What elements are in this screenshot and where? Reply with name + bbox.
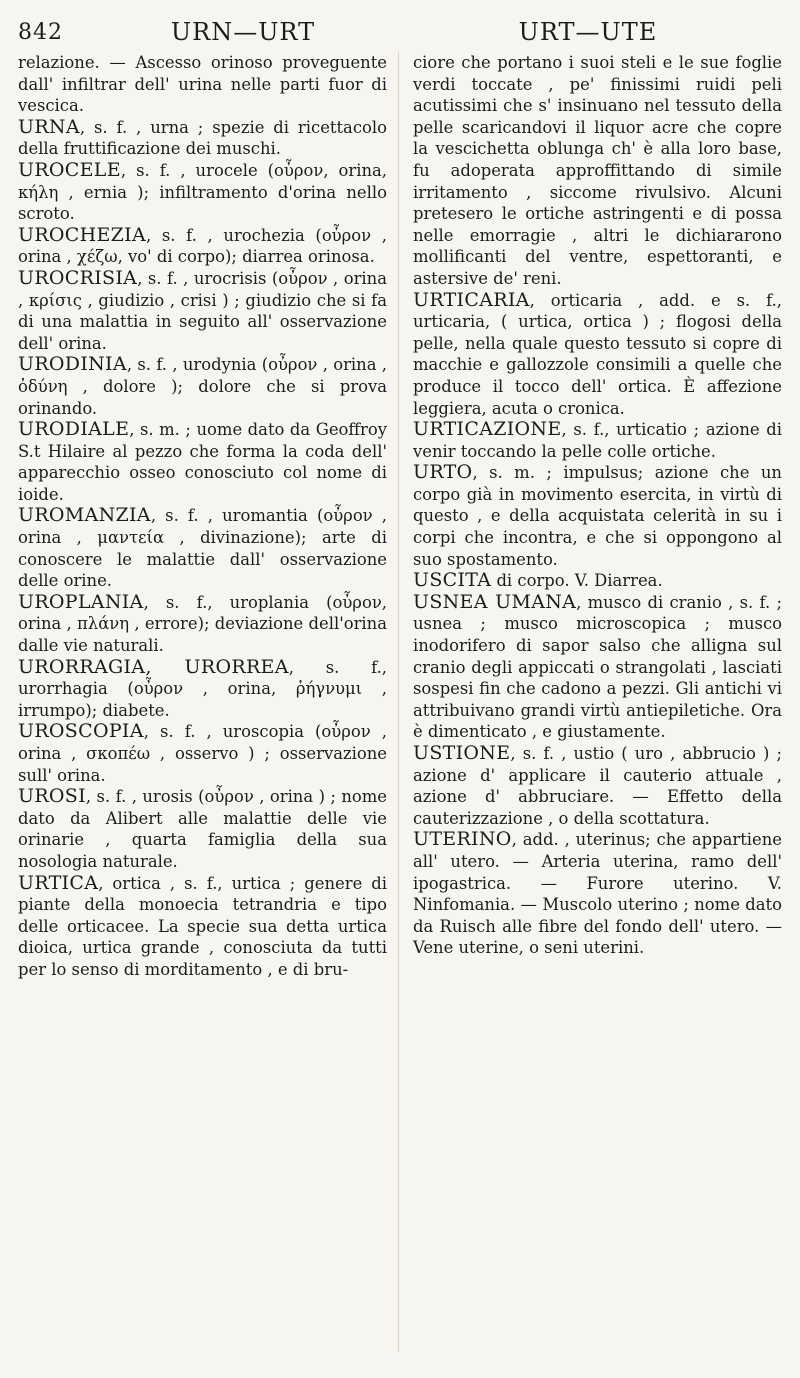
- entry-headword: USNEA UMANA: [413, 590, 577, 613]
- dictionary-entry: [413, 52, 782, 290]
- dictionary-entry: [413, 743, 782, 829]
- entry-text: relazione. — Ascesso orinoso proveguente dall' infiltrar dell' urina nelle parti fuor di vescica.: [18, 53, 387, 116]
- dictionary-entry: [18, 225, 387, 268]
- entry-headword: UROCELE: [18, 158, 121, 181]
- entry-headword: URORRAGIA, URORREA: [18, 655, 289, 678]
- entry-headword: UROMANZIA: [18, 504, 151, 527]
- entry-headword: UTERINO: [413, 828, 512, 851]
- entry-text: , add. , uterinus; che appartiene all' utero. — Arteria uterina, ramo dell' ipogastrica. — Furore uterino. V. Ninfomania. — Muscolo uterino ; nome dato da Ruisch alle fibre del fondo dell' utero. — Vene uterine, o seni uterini.: [413, 830, 782, 958]
- entry-headword: USTIONE: [413, 742, 511, 764]
- dictionary-entry: [18, 786, 387, 872]
- entry-headword: URODIALE: [18, 418, 130, 441]
- entry-text: , s. m. ; uome dato da Geoffroy S.t Hilaire al pezzo che forma la coda dell' apparecchio osseo conosciuto col nome di ioide.: [18, 420, 387, 504]
- entry-text: di corpo. V. Diarrea.: [491, 571, 663, 591]
- entry-text: ciore che portano i suoi steli e le sue foglie verdi toccate , pe' finissimi ruidi peli acutissimi che s' insinuano nel tessuto della pelle scaricandovi il liquor acre che copre la vescichetta oblunga ch' è alla loro base, fu adoperata approffittando di simile irritamento , siccome rivulsivo. Alcuni pretesero le ortiche astringenti e di possa nelle emorragie , altri le dichiararono mollificanti del ventre, espettoranti, e astersive de' reni.: [413, 53, 782, 288]
- dictionary-entry: [18, 268, 387, 354]
- dictionary-entry: [18, 52, 387, 117]
- dictionary-entry: [413, 592, 782, 743]
- dictionary-entry: [413, 290, 782, 420]
- entry-headword: USCITA: [413, 569, 492, 592]
- dictionary-entry: [413, 419, 782, 462]
- entry-headword: URTICARIA: [413, 288, 530, 311]
- left-running-head: URN—URT: [170, 18, 316, 46]
- entry-headword: UROCHEZIA: [18, 223, 146, 246]
- dictionary-entry: [18, 721, 387, 786]
- dictionary-entry: [18, 419, 387, 505]
- column-divider: [398, 52, 399, 1352]
- entry-text: , ortica , s. f., urtica ; genere di piante della monoecia tetrandria e tipo delle orticacee. La specie sua detta urtica dioica, urtica grande , conosciuta da tutti per lo senso di morditamento , e di bru-: [18, 873, 387, 979]
- entry-headword: UROCRISIA: [18, 266, 138, 289]
- page-number: 842: [18, 19, 63, 45]
- dictionary-entry: [18, 592, 387, 657]
- dictionary-entry: [18, 505, 387, 591]
- entry-headword: URTICA: [18, 871, 99, 894]
- entry-text: , s. f., uroplania (οὖρον, orina , πλάνη , errore); deviazione dell'orina dalle vie naturali.: [18, 592, 387, 656]
- entry-text: , orticaria , add. e s. f., urticaria, ( urtica, ortica ) ; flogosi della pelle, nella quale questo tessuto si copre di macchie e gallozzole consimili a quelle che produce il tocco dell' ortica. È affezione leggiera, acuta o cronica.: [413, 290, 782, 418]
- entry-text: , s. f. , urochezia (οὖρον , orina , χέζω, vo' di corpo); diarrea orinosa.: [18, 225, 387, 267]
- page-header: [18, 14, 782, 50]
- right-column: [413, 52, 782, 981]
- entry-headword: URNA: [18, 115, 80, 138]
- entry-text: , musco di cranio , s. f. ; usnea ; musco microscopica ; musco inodorifero di sapor salso che alligna sul cranio degli appiccati o strangolati , lasciati sospesi fin che cadono a pezzi. Gli antichi vi attribuivano grandi virtù antiepiletiche. Ora è dimenticato , e giustamente.: [413, 592, 782, 742]
- entry-text: , s. f. , urocrisis (οὖρον , orina , κρίσις , giudizio , crisi ) ; giudizio che si fa di una malattia in seguito all' osservazione dell' orina.: [18, 268, 387, 353]
- dictionary-entry: [18, 657, 387, 722]
- entry-text: , s. f., urticatio ; azione di venir toccando la pelle colle ortiche.: [413, 420, 782, 461]
- dictionary-entry: [413, 462, 782, 570]
- entry-headword: UROSI: [18, 785, 86, 808]
- entry-text: , s. f. , ustio ( uro , abbrucio ) ; azione d' applicare il cauterio attuale , azione d' abbruciare. — Effetto della cauterizzazione , o della scottatura.: [413, 744, 782, 828]
- entry-text: , s. f. , uromantia (οὖρον , orina , μαντεία , divinazione); arte di conoscere le malattie dall' osservazione delle orine.: [18, 506, 387, 591]
- dictionary-entry: [413, 829, 782, 959]
- entry-text: , s. f. , uroscopia (οὖρον , orina , σκοπέω , osservo ) ; osservazione sull' orina.: [18, 722, 387, 785]
- entry-headword: UROPLANIA: [18, 590, 144, 613]
- entry-headword: URTICAZIONE: [413, 418, 562, 441]
- dictionary-entry: [18, 117, 387, 160]
- dictionary-entry: [18, 873, 387, 981]
- left-column: [18, 52, 387, 981]
- right-running-head: URT—UTE: [518, 18, 658, 46]
- entry-headword: URODINIA: [18, 353, 127, 376]
- entry-text: , s. f., urorrhagia (οὖρον , orina, ῥήγνυμι , irrumpo); diabete.: [18, 657, 387, 720]
- entry-text: , s. f. , urodynia (οὖρον , orina , ὀδύνη , dolore ); dolore che si prova orinando.: [18, 355, 387, 418]
- entry-text: , s. f. , urosis (οὖρον , orina ) ; nome dato da Alibert alle malattie delle vie orinarie , quarta famiglia della sua nosologia naturale.: [18, 787, 387, 871]
- dictionary-entry: [18, 160, 387, 225]
- entry-text: , s. f. , urna ; spezie di ricettacolo della fruttificazione dei muschi.: [18, 117, 387, 159]
- entry-text: , s. f. , urocele (οὖρον, orina, κήλη , ernia ); infiltramento d'orina nello scroto.: [18, 160, 387, 224]
- entry-text: , s. m. ; impulsus; azione che un corpo già in movimento esercita, in virtù di questo , e della acquistata celerità in su i corpi che incontra, e che si oppongono al suo spostamento.: [413, 463, 782, 569]
- dictionary-entry: [18, 354, 387, 419]
- entry-headword: URTO: [413, 461, 473, 484]
- text-columns: [18, 52, 782, 981]
- dictionary-entry: [413, 570, 782, 592]
- entry-headword: UROSCOPIA: [18, 720, 144, 743]
